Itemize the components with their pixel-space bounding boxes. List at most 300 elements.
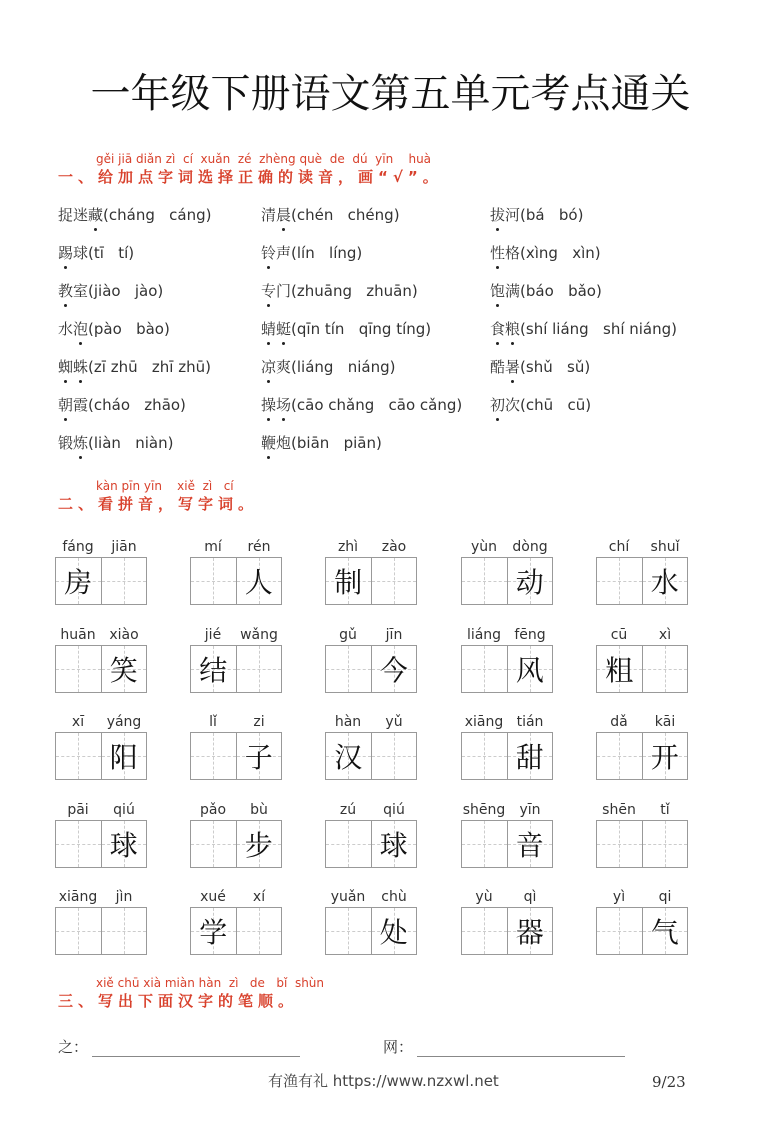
word [58, 320, 88, 338]
pinyin-row [190, 712, 282, 732]
pinyin-syllable: qiú [113, 801, 135, 818]
word [58, 434, 88, 452]
pinyin-syllable: lǐ [209, 714, 217, 730]
pronunciation-item[interactable] [490, 318, 677, 339]
pronunciation-item[interactable] [261, 432, 382, 453]
pinyin-row [325, 800, 417, 820]
emphasis-dot-char: 专 [261, 282, 277, 300]
word-writing-item [325, 800, 417, 868]
word-writing-item [596, 537, 688, 605]
tianzige-cell[interactable] [371, 821, 417, 867]
hanzi-char: 动 [515, 566, 544, 599]
pinyin-row [55, 800, 147, 820]
emphasis-dot-char: 踢 [58, 244, 74, 262]
pinyin-syllable: tián [516, 714, 544, 730]
tianzige-cell[interactable] [236, 908, 282, 954]
pinyin-syllable: shēng [462, 801, 506, 818]
word-writing-item [55, 712, 147, 780]
pinyin-row [461, 887, 553, 907]
tianzige-cell[interactable] [236, 558, 282, 604]
pronunciation-item[interactable] [58, 356, 211, 377]
pinyin-row [55, 625, 147, 645]
pinyin-syllable: shēn [602, 801, 636, 818]
pinyin-row [596, 800, 688, 820]
word [58, 244, 88, 262]
pinyin-syllable: zú [339, 801, 357, 818]
word-writing-item [325, 712, 417, 780]
pinyin-row [325, 712, 417, 732]
tianzige-cell[interactable] [56, 558, 101, 604]
hanzi-char: 甜 [515, 741, 544, 774]
pinyin-syllable: yáng [106, 714, 142, 730]
section-1-heading: 一、给加点字词选择正确的读音，画“√”。 [58, 168, 443, 186]
stroke-order-answer-line[interactable] [92, 1038, 300, 1057]
pinyin-syllable: cū [610, 626, 628, 643]
tianzige-cell[interactable] [191, 821, 236, 867]
section-3-pinyin: xiě chū xià miàn hàn zì de bǐ shùn [96, 976, 325, 990]
tianzige-boxes [596, 820, 688, 868]
tianzige-cell[interactable] [371, 733, 417, 779]
tianzige-cell[interactable] [236, 646, 282, 692]
pinyin-syllable: jīn [385, 626, 403, 643]
tianzige-boxes [190, 907, 282, 955]
pinyin-options[interactable]: (shǔ sǔ) [520, 358, 591, 376]
tianzige-cell[interactable] [507, 908, 553, 954]
pinyin-options[interactable]: (bá bó) [520, 206, 584, 224]
pinyin-row [325, 537, 417, 557]
tianzige-boxes [325, 820, 417, 868]
word [490, 244, 520, 262]
word [490, 206, 520, 224]
pinyin-syllable: pāi [67, 801, 89, 818]
section-3-header [58, 976, 324, 1011]
tianzige-cell[interactable] [236, 821, 282, 867]
stroke-order-label: 网： [383, 1038, 414, 1056]
tianzige-boxes [325, 645, 417, 693]
tianzige-cell[interactable] [101, 558, 147, 604]
hanzi-char: 制 [334, 566, 363, 599]
tianzige-cell[interactable] [191, 733, 236, 779]
pronunciation-item[interactable] [261, 394, 462, 415]
tianzige-cell[interactable] [597, 821, 642, 867]
pinyin-row [461, 625, 553, 645]
tianzige-boxes [55, 557, 147, 605]
hanzi-char: 步 [244, 828, 273, 862]
emphasis-dot-char: 食 [490, 320, 506, 338]
pinyin-syllable: fáng [62, 539, 94, 555]
stroke-order-item-wang [383, 1036, 625, 1057]
pinyin-syllable: pǎo [199, 801, 227, 818]
pinyin-row [596, 625, 688, 645]
pinyin-row [596, 712, 688, 732]
tianzige-cell[interactable] [462, 558, 507, 604]
pronunciation-item[interactable] [261, 204, 400, 225]
word-writing-item [596, 712, 688, 780]
word-writing-item [325, 887, 417, 955]
hanzi-char: 粗 [605, 653, 634, 687]
tianzige-boxes [596, 645, 688, 693]
tianzige-cell[interactable] [326, 821, 371, 867]
tianzige-boxes [55, 732, 147, 780]
tianzige-cell[interactable] [191, 646, 236, 692]
pinyin-syllable: wǎng [240, 626, 278, 643]
pinyin-syllable: jìn [115, 889, 133, 905]
hanzi-char: 子 [244, 741, 273, 774]
tianzige-cell[interactable] [101, 821, 147, 867]
pinyin-syllable: chí [608, 539, 630, 555]
char: 炮 [276, 434, 292, 452]
char: 次 [505, 396, 521, 414]
tianzige-cell[interactable] [642, 733, 688, 779]
pinyin-syllable: huān [60, 626, 96, 643]
hanzi-char: 器 [515, 916, 544, 949]
pinyin-syllable: yù [475, 889, 493, 905]
section-1-pinyin: gěi jiā diǎn zì cí xuǎn zé zhèng què de dú yīn huà [96, 152, 432, 166]
tianzige-cell[interactable] [462, 646, 507, 692]
word-writing-item [325, 625, 417, 693]
tianzige-boxes [596, 732, 688, 780]
tianzige-boxes [461, 557, 553, 605]
word [490, 282, 520, 300]
pinyin-row [325, 887, 417, 907]
tianzige-cell[interactable] [191, 558, 236, 604]
pinyin-syllable: qi [658, 889, 672, 905]
pinyin-syllable: hàn [334, 714, 362, 730]
emphasis-dot-char: 鞭 [261, 434, 277, 452]
pinyin-options[interactable]: (cāo chǎng cāo cǎng) [291, 396, 463, 414]
tianzige-cell[interactable] [56, 908, 101, 954]
word-writing-item [325, 537, 417, 605]
pinyin-row [461, 537, 553, 557]
emphasis-dot-char: 教 [58, 282, 74, 300]
pinyin-syllable: jiān [111, 539, 137, 555]
tianzige-cell[interactable] [236, 733, 282, 779]
pinyin-syllable: yì [612, 889, 626, 905]
word-writing-item [190, 537, 282, 605]
emphasis-dot-char: 蛛 [73, 358, 89, 376]
word-writing-item [461, 887, 553, 955]
hanzi-char: 阳 [109, 741, 138, 774]
pronunciation-item[interactable] [58, 242, 134, 263]
tianzige-boxes [325, 907, 417, 955]
pinyin-options[interactable]: (báo bǎo) [520, 282, 602, 300]
tianzige-boxes [461, 820, 553, 868]
tianzige-cell[interactable] [101, 646, 147, 692]
tianzige-cell[interactable] [462, 733, 507, 779]
tianzige-boxes [190, 820, 282, 868]
pinyin-options[interactable]: (pào bào) [88, 320, 170, 338]
char: 清 [261, 206, 277, 224]
word [58, 358, 88, 376]
pinyin-syllable: qì [523, 889, 537, 905]
pronunciation-item[interactable] [490, 356, 590, 377]
pinyin-syllable: jié [204, 626, 222, 643]
pinyin-syllable: zi [253, 714, 265, 730]
stroke-order-answer-line[interactable] [417, 1038, 625, 1057]
pinyin-row [596, 887, 688, 907]
footer-watermark: 有渔有礼 https://www.nzxwl.net [268, 1072, 499, 1090]
pinyin-syllable: bù [250, 801, 268, 818]
pinyin-syllable: kāi [654, 714, 676, 730]
word-writing-item [596, 800, 688, 868]
pinyin-syllable: rén [247, 539, 271, 555]
pinyin-row [190, 887, 282, 907]
char: 爽 [276, 358, 292, 376]
word-writing-item [461, 537, 553, 605]
word [261, 244, 291, 262]
emphasis-dot-char: 蜘 [58, 358, 74, 376]
tianzige-boxes [325, 557, 417, 605]
pinyin-syllable: mí [204, 539, 222, 555]
char: 迷 [73, 206, 89, 224]
tianzige-cell[interactable] [326, 733, 371, 779]
emphasis-dot-char: 炼 [73, 434, 89, 452]
pinyin-syllable: xì [658, 626, 672, 643]
pinyin-syllable: zào [381, 539, 407, 555]
pinyin-syllable: dǎ [610, 714, 628, 730]
tianzige-cell[interactable] [642, 908, 688, 954]
pinyin-syllable: qiú [383, 801, 405, 818]
tianzige-boxes [55, 645, 147, 693]
hanzi-char: 水 [650, 566, 679, 599]
pinyin-syllable: xiāng [464, 714, 504, 730]
hanzi-char: 人 [244, 566, 273, 599]
pinyin-options[interactable]: (chū cū) [520, 396, 592, 414]
word-writing-item [190, 800, 282, 868]
word [490, 320, 520, 338]
pronunciation-item[interactable] [261, 242, 362, 263]
char: 满 [505, 282, 521, 300]
pinyin-options[interactable]: (zī zhū zhī zhū) [88, 358, 211, 376]
word-writing-item [596, 625, 688, 693]
hanzi-char: 球 [109, 828, 138, 862]
pronunciation-item[interactable] [58, 318, 170, 339]
tianzige-cell[interactable] [462, 821, 507, 867]
pinyin-syllable: fēng [514, 626, 546, 643]
pinyin-row [55, 537, 147, 557]
pinyin-options[interactable]: (cháng cáng) [103, 206, 212, 224]
char: 锻 [58, 434, 74, 452]
emphasis-dot-char: 操 [261, 396, 277, 414]
pinyin-options[interactable]: (cháo zhāo) [88, 396, 186, 414]
tianzige-cell[interactable] [642, 558, 688, 604]
char: 捉 [58, 206, 74, 224]
pronunciation-item[interactable] [58, 394, 186, 415]
hanzi-char: 开 [650, 741, 679, 774]
emphasis-dot-char: 粮 [505, 320, 521, 338]
section-1-header [58, 152, 443, 187]
emphasis-dot-char: 场 [276, 396, 292, 414]
hanzi-char: 汉 [334, 741, 363, 774]
pronunciation-item[interactable] [490, 394, 591, 415]
pronunciation-item[interactable] [490, 280, 602, 301]
section-2-pinyin: kàn pīn yīn xiě zì cí [96, 479, 234, 493]
emphasis-dot-char: 性 [490, 244, 506, 262]
tianzige-boxes [55, 820, 147, 868]
pronunciation-item[interactable] [490, 204, 583, 225]
char: 室 [73, 282, 89, 300]
emphasis-dot-char: 泡 [73, 320, 89, 338]
tianzige-cell[interactable] [507, 733, 553, 779]
char: 河 [505, 206, 521, 224]
tianzige-cell[interactable] [56, 646, 101, 692]
emphasis-dot-char: 铃 [261, 244, 277, 262]
tianzige-cell[interactable] [642, 821, 688, 867]
tianzige-cell[interactable] [642, 646, 688, 692]
pronunciation-item[interactable] [261, 318, 431, 339]
emphasis-dot-char: 蜓 [276, 320, 292, 338]
pinyin-options[interactable]: (biān piān) [291, 434, 382, 452]
pronunciation-item[interactable] [261, 280, 418, 301]
hanzi-char: 气 [650, 916, 679, 949]
tianzige-cell[interactable] [507, 558, 553, 604]
hanzi-char: 学 [199, 916, 228, 949]
pinyin-syllable: chù [381, 889, 407, 905]
pinyin-row [325, 625, 417, 645]
pronunciation-item[interactable] [58, 280, 163, 301]
pinyin-options[interactable]: (zhuāng zhuān) [291, 282, 418, 300]
tianzige-cell[interactable] [371, 908, 417, 954]
tianzige-boxes [461, 907, 553, 955]
word-writing-item [461, 625, 553, 693]
tianzige-boxes [190, 645, 282, 693]
word-writing-item [596, 887, 688, 955]
pinyin-syllable: xiào [109, 626, 139, 643]
pinyin-row [190, 625, 282, 645]
section-2-header [58, 479, 258, 514]
tianzige-boxes [461, 732, 553, 780]
pinyin-options[interactable]: (liàn niàn) [88, 434, 174, 452]
hanzi-char: 风 [515, 653, 544, 687]
tianzige-boxes [596, 557, 688, 605]
pinyin-options[interactable]: (shí liáng shí niáng) [520, 320, 678, 338]
char: 格 [505, 244, 521, 262]
word-writing-item [55, 887, 147, 955]
word-writing-item [190, 887, 282, 955]
emphasis-dot-char: 暑 [505, 358, 521, 376]
emphasis-dot-char: 饱 [490, 282, 506, 300]
tianzige-cell[interactable] [462, 908, 507, 954]
pronunciation-item[interactable] [58, 432, 173, 453]
char: 门 [276, 282, 292, 300]
pinyin-options[interactable]: (qīn tín qīng tíng) [291, 320, 432, 338]
hanzi-char: 音 [515, 828, 544, 862]
pronunciation-item[interactable] [58, 204, 212, 225]
pinyin-syllable: yùn [470, 539, 498, 555]
hanzi-char: 笑 [109, 653, 138, 687]
word-writing-item [55, 537, 147, 605]
word-writing-item [190, 712, 282, 780]
emphasis-dot-char: 晨 [276, 206, 292, 224]
pinyin-syllable: yuǎn [330, 889, 366, 905]
emphasis-dot-char: 蜻 [261, 320, 277, 338]
pinyin-syllable: zhì [337, 539, 359, 555]
word [261, 282, 291, 300]
word [58, 396, 88, 414]
word [261, 434, 291, 452]
tianzige-cell[interactable] [326, 646, 371, 692]
emphasis-dot-char: 凉 [261, 358, 277, 376]
hanzi-char: 房 [64, 566, 93, 599]
pinyin-row [461, 712, 553, 732]
pinyin-options[interactable]: (chén chéng) [291, 206, 400, 224]
pinyin-options[interactable]: (jiào jào) [88, 282, 164, 300]
pinyin-options[interactable]: (liáng niáng) [291, 358, 396, 376]
tianzige-cell[interactable] [507, 646, 553, 692]
pinyin-syllable: liáng [466, 626, 502, 643]
section-3-heading: 三、写出下面汉字的笔顺。 [58, 992, 299, 1010]
word-writing-item [55, 800, 147, 868]
tianzige-cell[interactable] [326, 908, 371, 954]
pinyin-options[interactable]: (lín líng) [291, 244, 363, 262]
section-2-heading: 二、看拼音，写字词。 [58, 495, 259, 513]
pinyin-options[interactable]: (tī tí) [88, 244, 135, 262]
emphasis-dot-char: 朝 [58, 396, 74, 414]
tianzige-cell[interactable] [191, 908, 236, 954]
tianzige-cell[interactable] [597, 646, 642, 692]
stroke-order-label: 之： [58, 1038, 89, 1056]
emphasis-dot-char: 藏 [88, 206, 104, 224]
tianzige-cell[interactable] [371, 646, 417, 692]
word [261, 396, 291, 414]
pinyin-syllable: shuǐ [650, 539, 680, 555]
tianzige-boxes [190, 557, 282, 605]
pinyin-row [55, 887, 147, 907]
word [261, 320, 291, 338]
pronunciation-item[interactable] [261, 356, 396, 377]
char: 霞 [73, 396, 89, 414]
pinyin-row [190, 800, 282, 820]
stroke-order-item-zhi [58, 1036, 300, 1057]
pinyin-row [596, 537, 688, 557]
hanzi-char: 结 [199, 653, 228, 687]
word [261, 358, 291, 376]
word-writing-item [55, 625, 147, 693]
tianzige-cell[interactable] [597, 908, 642, 954]
tianzige-boxes [190, 732, 282, 780]
tianzige-boxes [596, 907, 688, 955]
word [490, 358, 520, 376]
tianzige-cell[interactable] [101, 908, 147, 954]
tianzige-boxes [55, 907, 147, 955]
pinyin-syllable: xiāng [58, 889, 98, 905]
tianzige-cell[interactable] [56, 821, 101, 867]
tianzige-cell[interactable] [597, 558, 642, 604]
tianzige-cell[interactable] [597, 733, 642, 779]
char: 声 [276, 244, 292, 262]
pinyin-syllable: gǔ [339, 626, 357, 643]
page-title: 一年级下册语文第五单元考点通关 [90, 71, 691, 117]
tianzige-cell[interactable] [101, 733, 147, 779]
pinyin-syllable: dòng [512, 539, 548, 555]
pinyin-options[interactable]: (xìng xìn) [520, 244, 601, 262]
hanzi-char: 处 [379, 916, 408, 949]
word [58, 206, 103, 224]
pronunciation-item[interactable] [490, 242, 601, 263]
char: 水 [58, 320, 74, 338]
pinyin-syllable: yīn [519, 801, 541, 818]
tianzige-cell[interactable] [326, 558, 371, 604]
tianzige-cell[interactable] [507, 821, 553, 867]
pinyin-row [55, 712, 147, 732]
pinyin-syllable: tǐ [660, 801, 670, 818]
tianzige-cell[interactable] [371, 558, 417, 604]
hanzi-char: 今 [379, 653, 408, 687]
tianzige-cell[interactable] [56, 733, 101, 779]
tianzige-boxes [461, 645, 553, 693]
tianzige-boxes [325, 732, 417, 780]
char: 酷 [490, 358, 506, 376]
